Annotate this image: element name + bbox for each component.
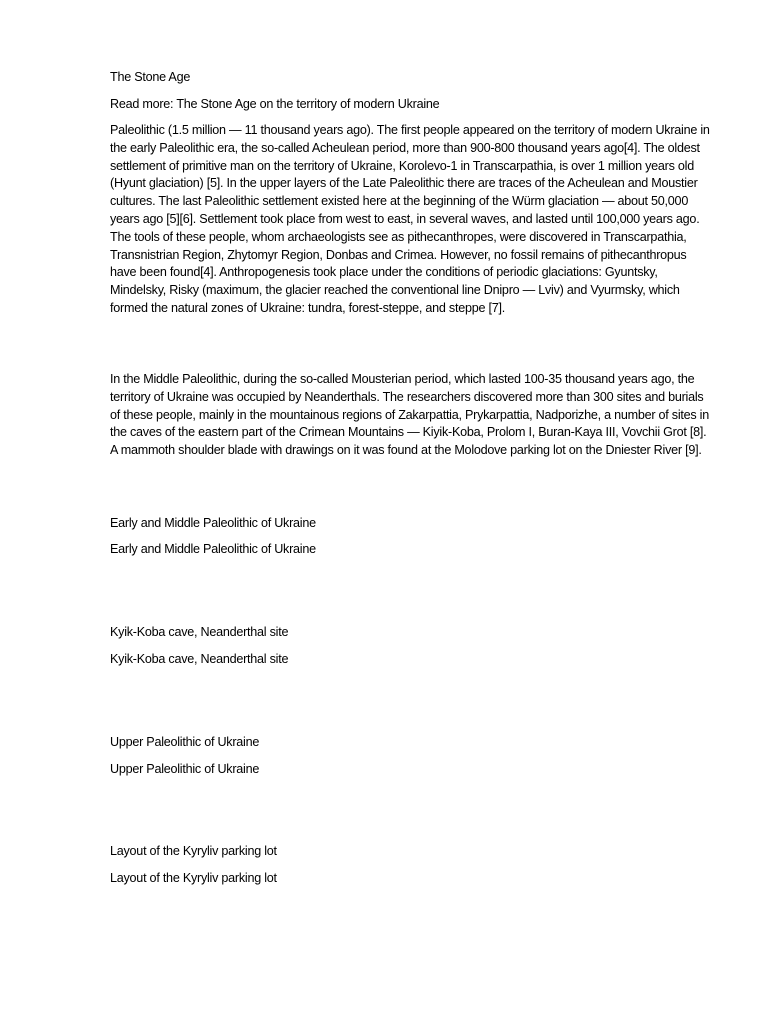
caption-kyryliv-parking-lot-repeat: Layout of the Kyryliv parking lot: [110, 871, 277, 885]
caption-kyik-koba-cave-repeat: Kyik-Koba cave, Neanderthal site: [110, 652, 289, 666]
read-more-line: Read more: The Stone Age on the territory of modern Ukraine: [110, 97, 440, 111]
caption-early-middle-paleolithic: Early and Middle Paleolithic of Ukraine: [110, 516, 316, 530]
caption-upper-paleolithic-repeat: Upper Paleolithic of Ukraine: [110, 762, 260, 776]
caption-upper-paleolithic: Upper Paleolithic of Ukraine: [110, 735, 260, 749]
page-title: The Stone Age: [110, 70, 191, 84]
caption-kyryliv-parking-lot: Layout of the Kyryliv parking lot: [110, 844, 277, 858]
caption-kyik-koba-cave: Kyik-Koba cave, Neanderthal site: [110, 625, 289, 639]
paragraph-middle-paleolithic: In the Middle Paleolithic, during the so-called Mousterian period, which lasted 100-35 thousand years ago, the territory of Ukraine was occupied by Neanderthals. The researchers discovered more than 300 sites and burials of these people, mainly in the mountainous regions of Zakarpattia, Prykarpattia, Nadporizhe, a number of sites in the caves of the eastern part of the Crimean Mountains — Kiyik-Koba, Prolom I, Buran-Kaya III, Vovchii Grot [8]. A mammoth shoulder blade with drawings on it was found at the Molodove parking lot on the Dniester River [9].: [110, 372, 709, 458]
paragraph-paleolithic: Paleolithic (1.5 million — 11 thousand years ago). The first people appeared on the territory of modern Ukraine in the early Paleolithic era, the so-called Acheulean period, more than 900-800 thousand years ago[4]. The oldest settlement of primitive man on the territory of Ukraine, Korolevo-1 in Transcarpathia, is over 1 million years old (Hyunt glaciation) [5]. In the upper layers of the Late Paleolithic there are traces of the Acheulean and Moustier cultures. The last Paleolithic settlement existed here at the beginning of the Würm glaciation — about 50,000 years ago [5][6]. Settlement took place from west to east, in several waves, and lasted until 100,000 years ago. The tools of these people, whom archaeologists see as pithecanthropes, were discovered in Transcarpathia, Transnistrian Region, Zhytomyr Region, Donbas and Crimea. However, no fossil remains of pithecanthropus have been found[4]. Anthropogenesis took place under the conditions of periodic glaciations: Gyuntsky, Mindelsky, Risky (maximum, the glacier reached the conventional line Dnipro — Lviv) and Vyurmsky, which formed the natural zones of Ukraine: tundra, forest-steppe, and steppe [7].: [110, 123, 710, 315]
caption-early-middle-paleolithic-repeat: Early and Middle Paleolithic of Ukraine: [110, 542, 316, 556]
